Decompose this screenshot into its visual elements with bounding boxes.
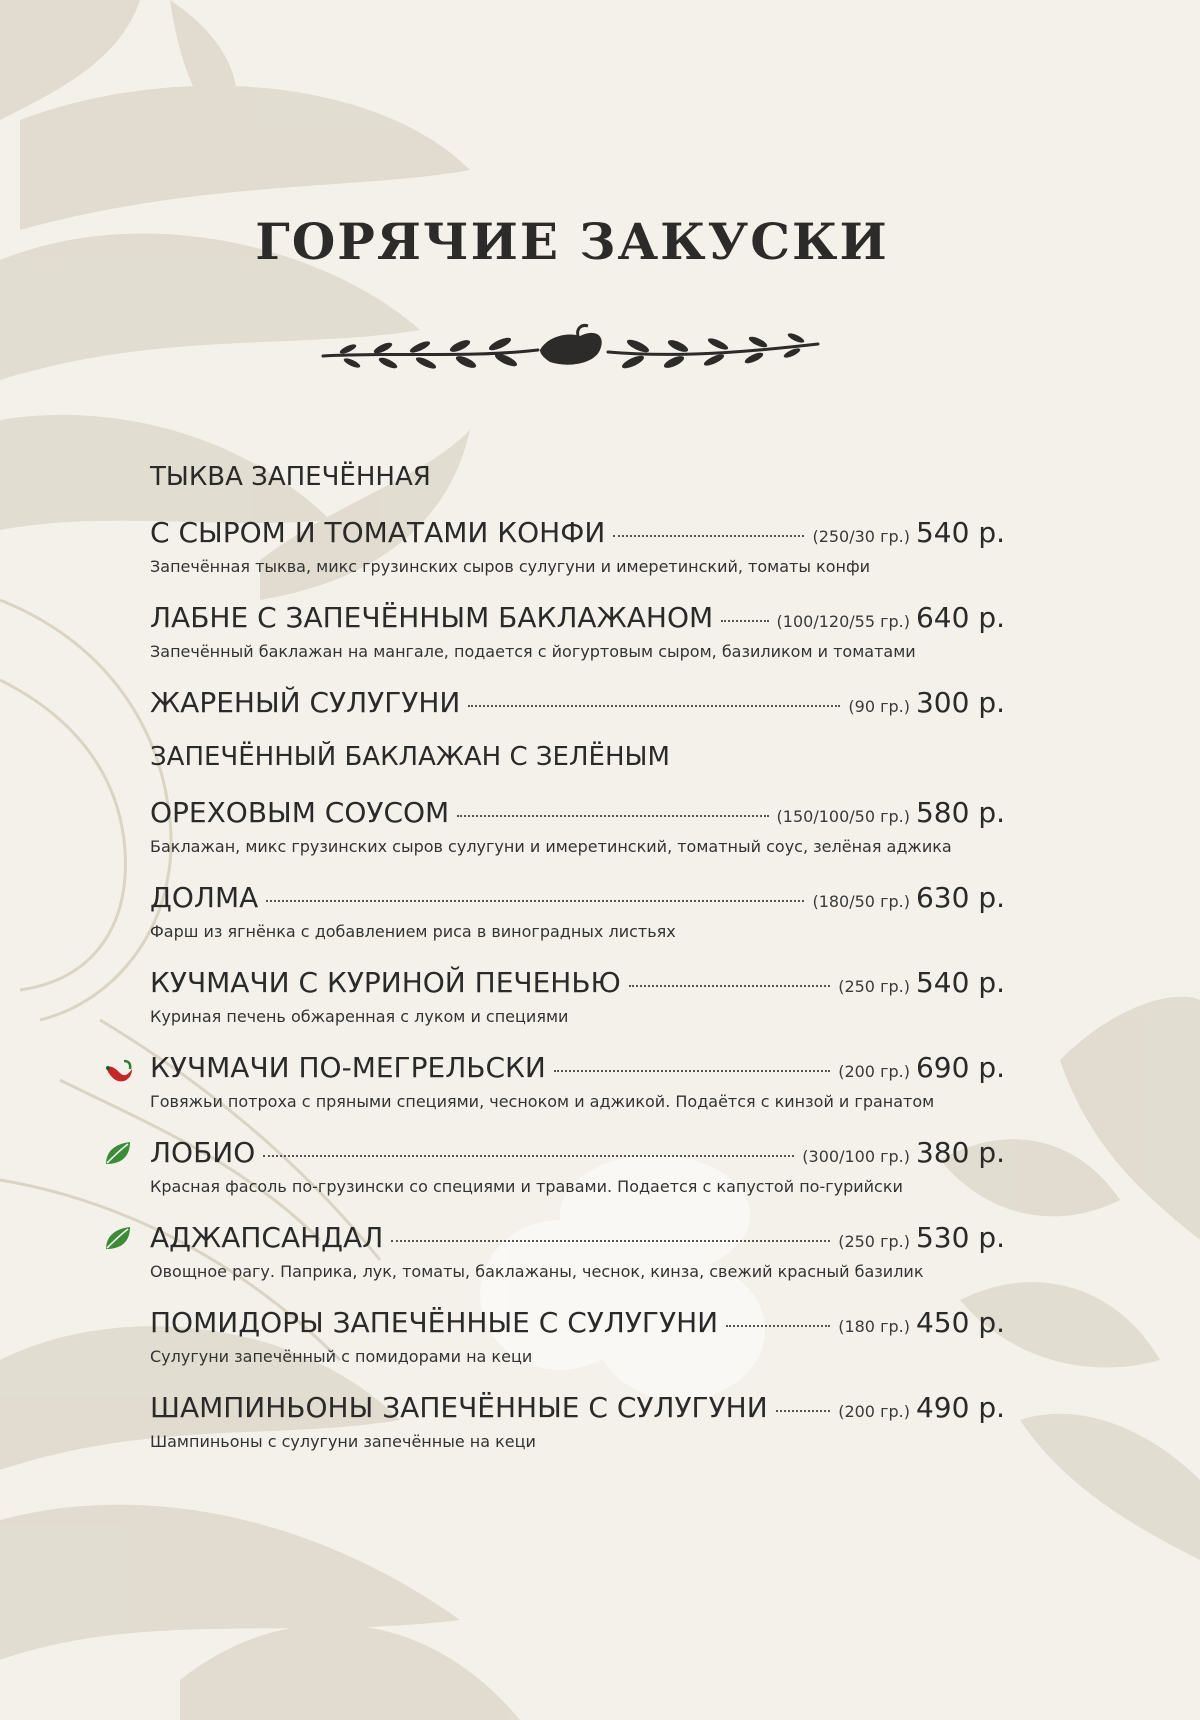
menu-item-price: 300 р.	[915, 686, 1005, 719]
menu-item-name: С СЫРОМ И ТОМАТАМИ КОНФИ	[150, 516, 606, 549]
menu-item-name: ДОЛМА	[150, 881, 259, 914]
menu-item-row	[150, 796, 1005, 829]
chili-pepper-icon	[102, 1055, 136, 1085]
menu-item	[150, 1306, 1005, 1367]
menu-item-row	[150, 1306, 1005, 1339]
menu-item-weight: (90 гр.)	[848, 697, 910, 716]
dot-leader	[629, 985, 830, 987]
menu-item-description: Запечённая тыква, микс грузинских сыров сулугуни и имеретинский, томаты конфи	[150, 557, 871, 576]
menu-item-name: ШАМПИНЬОНЫ ЗАПЕЧЁННЫЕ С СУЛУГУНИ	[150, 1391, 768, 1424]
dot-leader	[721, 620, 768, 622]
menu-item-price: 490 р.	[915, 1391, 1005, 1424]
menu-item-name: ЖАРЕНЫЙ СУЛУГУНИ	[150, 686, 461, 719]
menu-item-price: 450 р.	[915, 1306, 1005, 1339]
menu-item-price: 640 р.	[915, 601, 1005, 634]
menu-item-weight: (200 гр.)	[838, 1402, 910, 1421]
menu-item-name: ОРЕХОВЫМ СОУСОМ	[150, 796, 450, 829]
menu-item	[150, 1051, 1005, 1112]
menu-item-name: ЛАБНЕ С ЗАПЕЧЁННЫМ БАКЛАЖАНОМ	[150, 601, 714, 634]
menu-item-weight: (300/100 гр.)	[802, 1147, 910, 1166]
menu-item-weight: (150/100/50 гр.)	[776, 807, 910, 826]
menu-item-row	[150, 881, 1005, 914]
dot-leader	[457, 815, 768, 817]
leaf-icon	[102, 1223, 136, 1253]
menu-item	[150, 881, 1005, 942]
dot-leader	[726, 1325, 830, 1327]
menu-item-description: Говяжьи потроха с пряными специями, чесноком и аджикой. Подаётся с кинзой и гранатом	[150, 1092, 935, 1111]
menu-item-weight: (180/50 гр.)	[812, 892, 910, 911]
menu-item-price: 540 р.	[915, 966, 1005, 999]
menu-item-description: Овощное рагу. Паприка, лук, томаты, баклажаны, чеснок, кинза, свежий красный базилик	[150, 1262, 924, 1281]
menu-item-row	[150, 601, 1005, 634]
menu-item-row	[150, 686, 1005, 719]
menu-item-weight: (200 гр.)	[838, 1062, 910, 1081]
menu-item-price: 380 р.	[915, 1136, 1005, 1169]
menu-item-description: Фарш из ягнёнка с добавлением риса в виноградных листьях	[150, 922, 676, 941]
dot-leader	[613, 535, 804, 537]
menu-item-price: 580 р.	[915, 796, 1005, 829]
menu-item-weight: (250/30 гр.)	[812, 527, 910, 546]
menu-item-weight: (180 гр.)	[838, 1317, 910, 1336]
menu-item	[150, 1391, 1005, 1452]
menu-item	[150, 1221, 1005, 1282]
dot-leader	[468, 705, 840, 707]
menu-item-name-line: ТЫКВА ЗАПЕЧЁННАЯ	[150, 462, 431, 492]
menu-item-row	[150, 1221, 1005, 1254]
menu-item-description: Сулугуни запечённый с помидорами на кеци	[150, 1347, 533, 1366]
menu-item-description: Запечённый баклажан на мангале, подается с йогуртовым сыром, базиликом и томатами	[150, 642, 916, 661]
menu-item-name: ЛОБИО	[150, 1136, 256, 1169]
dot-leader	[391, 1240, 830, 1242]
menu-item-name: КУЧМАЧИ С КУРИНОЙ ПЕЧЕНЬЮ	[150, 966, 621, 999]
menu-item-price: 540 р.	[915, 516, 1005, 549]
menu-item	[150, 966, 1005, 1027]
dot-leader	[263, 1155, 794, 1157]
menu-item-row	[150, 1391, 1005, 1424]
dot-leader	[266, 900, 804, 902]
menu-item-description: Баклажан, микс грузинских сыров сулугуни и имеретинский, томатный соус, зелёная аджика	[150, 837, 952, 856]
menu-item-row	[150, 516, 1005, 549]
menu-item	[150, 742, 1005, 857]
menu-item-description: Куриная печень обжаренная с луком и специями	[150, 1007, 569, 1026]
leaf-icon	[102, 1138, 136, 1168]
menu-item-row	[150, 1136, 1005, 1169]
menu-item	[150, 601, 1005, 662]
menu-item-weight: (250 гр.)	[838, 977, 910, 996]
menu-item-price: 690 р.	[915, 1051, 1005, 1084]
dot-leader	[776, 1410, 831, 1412]
chili-vine-ornament-icon	[318, 322, 824, 392]
menu-list	[150, 462, 1005, 1476]
page-title: ГОРЯЧИЕ ЗАКУСКИ	[255, 212, 889, 271]
menu-item-name: КУЧМАЧИ ПО-МЕГРЕЛЬСКИ	[150, 1051, 546, 1084]
menu-item-description: Шампиньоны с сулугуни запечённые на кеци	[150, 1432, 536, 1451]
menu-item-name-line: ЗАПЕЧЁННЫЙ БАКЛАЖАН С ЗЕЛЁНЫМ	[150, 742, 670, 772]
menu-item-weight: (100/120/55 гр.)	[776, 612, 910, 631]
menu-item-row	[150, 966, 1005, 999]
menu-item	[150, 1136, 1005, 1197]
menu-item-description: Красная фасоль по-грузински со специями и травами. Подается с капустой по-гурийски	[150, 1177, 903, 1196]
menu-item	[150, 686, 1005, 719]
dot-leader	[554, 1070, 830, 1072]
menu-item	[150, 462, 1005, 577]
menu-item-name: ПОМИДОРЫ ЗАПЕЧЁННЫЕ С СУЛУГУНИ	[150, 1306, 719, 1339]
menu-item-row	[150, 1051, 1005, 1084]
menu-item-weight: (250 гр.)	[838, 1232, 910, 1251]
menu-item-name: АДЖАПСАНДАЛ	[150, 1221, 384, 1254]
menu-item-price: 530 р.	[915, 1221, 1005, 1254]
menu-item-price: 630 р.	[915, 881, 1005, 914]
